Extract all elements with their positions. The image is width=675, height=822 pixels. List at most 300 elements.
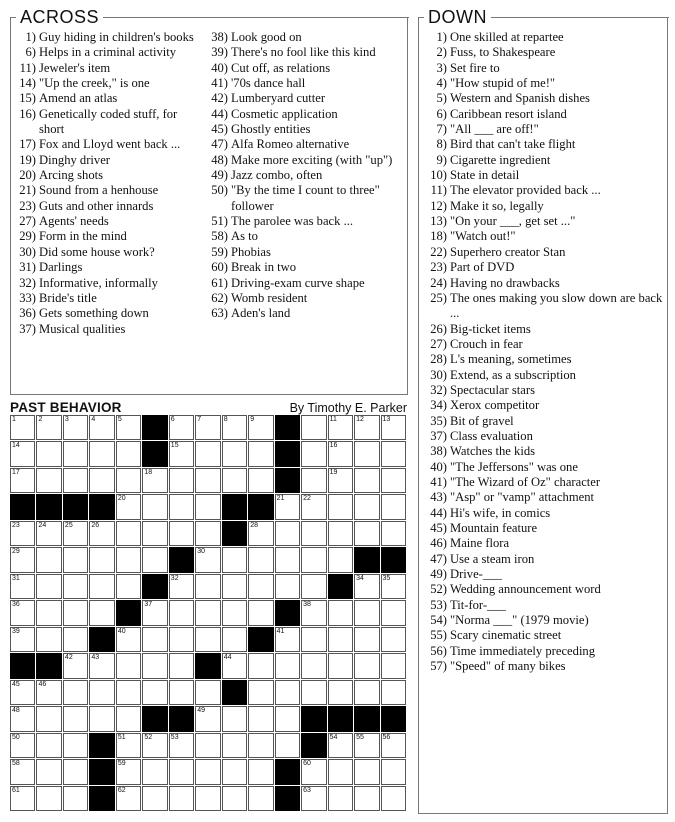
grid-cell[interactable] — [354, 786, 379, 811]
clue-item — [12, 91, 200, 106]
grid-cell[interactable] — [328, 759, 353, 784]
cell-number: 46 — [38, 680, 47, 688]
grid-cell[interactable] — [116, 680, 141, 705]
clue-number: 52) — [430, 582, 447, 597]
grid-cell[interactable] — [195, 680, 220, 705]
grid-cell[interactable] — [195, 600, 220, 625]
grid-cell[interactable] — [381, 627, 406, 652]
grid-block — [354, 547, 379, 572]
cell-number: 49 — [197, 707, 206, 715]
grid-cell[interactable] — [248, 653, 273, 678]
grid-cell[interactable] — [354, 574, 379, 599]
grid-cell[interactable] — [142, 494, 167, 519]
clue-text: Use a steam iron — [450, 551, 535, 566]
grid-cell[interactable] — [195, 574, 220, 599]
grid-cell[interactable] — [354, 759, 379, 784]
grid-cell[interactable] — [354, 733, 379, 758]
cell-number: 5 — [117, 416, 122, 423]
grid-cell[interactable] — [301, 521, 326, 546]
clue-text: Genetically coded stuff, for short — [39, 106, 178, 137]
clue-item — [423, 30, 663, 45]
grid-block — [169, 547, 194, 572]
grid-cell[interactable] — [222, 547, 247, 572]
grid-cell[interactable] — [63, 786, 88, 811]
grid-block — [169, 706, 194, 731]
grid-cell[interactable] — [116, 547, 141, 572]
clue-item — [12, 229, 200, 244]
grid-cell[interactable] — [10, 468, 35, 493]
cell-number: 48 — [12, 707, 20, 715]
grid-cell[interactable] — [328, 600, 353, 625]
grid-cell[interactable] — [89, 600, 114, 625]
grid-cell[interactable] — [354, 653, 379, 678]
grid-cell[interactable] — [89, 574, 114, 599]
across-clues-col2 — [204, 30, 402, 322]
clue-text: Lumberyard cutter — [231, 91, 326, 106]
grid-cell[interactable] — [89, 521, 114, 546]
clue-number: 18) — [430, 229, 447, 244]
grid-cell[interactable] — [63, 733, 88, 758]
grid-cell[interactable] — [10, 441, 35, 466]
grid-cell[interactable] — [116, 627, 141, 652]
grid-cell[interactable] — [354, 468, 379, 493]
grid-cell[interactable] — [328, 627, 353, 652]
clue-number: 43) — [430, 490, 447, 505]
grid-cell[interactable] — [328, 468, 353, 493]
grid-block — [301, 706, 326, 731]
grid-block — [142, 706, 167, 731]
grid-cell[interactable] — [116, 759, 141, 784]
clue-item — [423, 552, 663, 567]
clue-item — [204, 137, 402, 152]
grid-cell[interactable] — [301, 680, 326, 705]
grid-cell[interactable] — [195, 521, 220, 546]
grid-cell[interactable] — [116, 786, 141, 811]
grid-cell[interactable] — [248, 574, 273, 599]
cell-number: 16 — [329, 442, 338, 450]
grid-cell[interactable] — [301, 759, 326, 784]
grid-block — [328, 574, 353, 599]
grid-block — [381, 706, 406, 731]
clue-number: 38) — [430, 444, 447, 459]
grid-cell[interactable] — [63, 706, 88, 731]
grid-cell[interactable] — [381, 786, 406, 811]
cell-number: 22 — [303, 495, 311, 503]
cell-number: 30 — [197, 548, 206, 556]
grid-cell[interactable] — [328, 441, 353, 466]
clue-number: 51) — [211, 214, 228, 229]
clue-text: Amend an atlas — [39, 91, 118, 106]
grid-cell[interactable] — [354, 627, 379, 652]
grid-cell[interactable] — [222, 441, 247, 466]
grid-cell[interactable] — [36, 627, 61, 652]
grid-cell[interactable] — [169, 759, 194, 784]
cell-number: 7 — [197, 416, 202, 423]
grid-cell[interactable] — [142, 733, 167, 758]
grid-cell[interactable] — [275, 521, 300, 546]
grid-cell[interactable] — [275, 733, 300, 758]
grid-cell[interactable] — [63, 521, 88, 546]
grid-cell[interactable] — [169, 574, 194, 599]
clue-number: 30) — [430, 367, 447, 382]
grid-cell[interactable] — [63, 468, 88, 493]
grid-cell[interactable] — [195, 468, 220, 493]
grid-cell[interactable] — [89, 680, 114, 705]
clue-number: 25) — [430, 290, 447, 305]
clue-number: 23) — [430, 260, 447, 275]
grid-cell[interactable] — [36, 600, 61, 625]
grid-cell[interactable] — [36, 706, 61, 731]
grid-cell[interactable] — [248, 759, 273, 784]
grid-cell[interactable] — [63, 441, 88, 466]
grid-block — [195, 653, 220, 678]
clue-number: 5) — [436, 91, 447, 106]
grid-cell[interactable] — [89, 468, 114, 493]
clue-text: One skilled at repartee — [450, 30, 564, 44]
clue-item — [423, 61, 663, 76]
grid-cell[interactable] — [354, 494, 379, 519]
grid-cell[interactable] — [222, 653, 247, 678]
cell-number: 37 — [144, 601, 153, 609]
cell-number: 11 — [329, 416, 337, 423]
clue-item — [204, 291, 402, 306]
grid-cell[interactable] — [222, 706, 247, 731]
grid-cell[interactable] — [63, 415, 88, 440]
grid-cell[interactable] — [142, 468, 167, 493]
grid-cell[interactable] — [89, 547, 114, 572]
clue-number: 59) — [211, 244, 228, 259]
grid-cell[interactable] — [10, 627, 35, 652]
grid-cell[interactable] — [195, 627, 220, 652]
clue-text: Scary cinematic street — [450, 628, 562, 643]
grid-cell[interactable] — [381, 415, 406, 440]
clue-item — [204, 229, 402, 244]
grid-cell[interactable] — [354, 441, 379, 466]
grid-cell[interactable] — [381, 494, 406, 519]
grid-cell[interactable] — [301, 653, 326, 678]
grid-cell[interactable] — [328, 521, 353, 546]
grid-cell[interactable] — [328, 653, 353, 678]
cell-number: 58 — [12, 760, 20, 768]
grid-cell[interactable] — [381, 468, 406, 493]
grid-cell[interactable] — [248, 733, 273, 758]
clue-text: "The Jeffersons" was one — [450, 459, 578, 474]
grid-cell[interactable] — [248, 547, 273, 572]
clue-number: 54) — [430, 613, 447, 628]
grid-cell[interactable] — [89, 706, 114, 731]
grid-cell[interactable] — [248, 521, 273, 546]
grid-cell[interactable] — [381, 759, 406, 784]
grid-cell[interactable] — [63, 759, 88, 784]
cell-number: 17 — [12, 468, 20, 476]
grid-block — [89, 759, 114, 784]
grid-cell[interactable] — [275, 706, 300, 731]
grid-cell[interactable] — [354, 521, 379, 546]
grid-cell[interactable] — [169, 680, 194, 705]
grid-cell[interactable] — [354, 680, 379, 705]
grid-cell[interactable] — [275, 653, 300, 678]
clue-item — [12, 260, 200, 275]
clue-item — [423, 137, 663, 152]
grid-cell[interactable] — [142, 759, 167, 784]
grid-block — [10, 494, 35, 519]
grid-cell[interactable] — [195, 786, 220, 811]
grid-cell[interactable] — [10, 521, 35, 546]
grid-cell[interactable] — [63, 547, 88, 572]
grid-cell[interactable] — [248, 415, 273, 440]
clue-text: "The Wizard of Oz" character — [450, 474, 601, 489]
grid-cell[interactable] — [354, 415, 379, 440]
cell-number: 40 — [117, 627, 126, 635]
grid-cell[interactable] — [169, 786, 194, 811]
clue-text: Having no drawbacks — [450, 275, 560, 290]
grid-cell[interactable] — [169, 627, 194, 652]
grid-cell[interactable] — [195, 547, 220, 572]
clue-number: 41) — [430, 474, 447, 489]
grid-cell[interactable] — [222, 627, 247, 652]
cell-number: 62 — [117, 786, 126, 794]
clue-item — [204, 61, 402, 76]
grid-cell[interactable] — [116, 521, 141, 546]
grid-cell[interactable] — [381, 600, 406, 625]
grid-cell[interactable] — [142, 547, 167, 572]
grid-cell[interactable] — [142, 653, 167, 678]
clue-number: 30) — [19, 244, 36, 259]
grid-cell[interactable] — [10, 415, 35, 440]
cell-number: 55 — [356, 733, 364, 741]
grid-cell[interactable] — [381, 574, 406, 599]
clue-item — [204, 245, 402, 260]
grid-cell[interactable] — [142, 786, 167, 811]
grid-cell[interactable] — [169, 733, 194, 758]
grid-cell[interactable] — [222, 733, 247, 758]
grid-cell[interactable] — [116, 706, 141, 731]
grid-cell[interactable] — [195, 494, 220, 519]
grid-cell[interactable] — [10, 680, 35, 705]
grid-cell[interactable] — [142, 680, 167, 705]
clue-number: 9) — [436, 152, 447, 167]
grid-cell[interactable] — [195, 415, 220, 440]
grid-cell[interactable] — [301, 441, 326, 466]
clue-text: Ghostly entities — [231, 122, 311, 137]
grid-cell[interactable] — [328, 494, 353, 519]
clue-text: Hi's wife, in comics — [450, 505, 551, 520]
grid-cell[interactable] — [142, 627, 167, 652]
grid-cell[interactable] — [116, 574, 141, 599]
grid-cell[interactable] — [116, 494, 141, 519]
cell-number: 56 — [382, 733, 391, 741]
grid-cell[interactable] — [195, 759, 220, 784]
grid-block — [36, 494, 61, 519]
grid-cell[interactable] — [222, 759, 247, 784]
cell-number: 26 — [91, 521, 100, 529]
grid-cell[interactable] — [275, 494, 300, 519]
grid-cell[interactable] — [36, 759, 61, 784]
grid-cell[interactable] — [222, 600, 247, 625]
clue-item — [423, 229, 663, 244]
grid-cell[interactable] — [248, 441, 273, 466]
grid-cell[interactable] — [36, 733, 61, 758]
grid-cell[interactable] — [381, 653, 406, 678]
grid-cell[interactable] — [328, 680, 353, 705]
clue-number: 62) — [211, 290, 228, 305]
clue-number: 13) — [430, 214, 447, 229]
grid-block — [89, 733, 114, 758]
clue-item — [423, 644, 663, 659]
grid-cell[interactable] — [381, 680, 406, 705]
grid-cell[interactable] — [169, 415, 194, 440]
grid-cell[interactable] — [10, 759, 35, 784]
clue-text: Tit-for-___ — [450, 597, 506, 612]
cell-number: 34 — [356, 574, 364, 582]
grid-cell[interactable] — [169, 494, 194, 519]
grid-cell[interactable] — [169, 468, 194, 493]
clue-number: 11) — [430, 183, 447, 198]
clue-text: The elevator provided back ... — [450, 183, 601, 198]
grid-cell[interactable] — [36, 441, 61, 466]
grid-cell[interactable] — [195, 441, 220, 466]
grid-cell[interactable] — [301, 415, 326, 440]
clue-item — [423, 260, 663, 275]
grid-cell[interactable] — [10, 706, 35, 731]
grid-cell[interactable] — [275, 627, 300, 652]
clue-text: "How stupid of me!" — [450, 76, 556, 91]
cell-number: 21 — [276, 495, 285, 503]
grid-cell[interactable] — [36, 547, 61, 572]
grid-cell[interactable] — [301, 547, 326, 572]
grid-cell[interactable] — [195, 733, 220, 758]
clue-text: Time immediately preceding — [450, 643, 596, 658]
grid-cell[interactable] — [222, 415, 247, 440]
clue-text: Fox and Lloyd went back ... — [39, 137, 181, 152]
grid-block — [275, 415, 300, 440]
grid-cell[interactable] — [248, 706, 273, 731]
grid-cell[interactable] — [169, 653, 194, 678]
clue-text: "Speed" of many bikes — [450, 659, 566, 674]
grid-cell[interactable] — [381, 441, 406, 466]
grid-block — [142, 574, 167, 599]
clue-text: Jeweler's item — [39, 60, 111, 75]
grid-cell[interactable] — [10, 600, 35, 625]
grid-cell[interactable] — [169, 600, 194, 625]
grid-cell[interactable] — [301, 494, 326, 519]
clue-text: Fuss, to Shakespeare — [450, 45, 556, 60]
grid-cell[interactable] — [116, 733, 141, 758]
clue-number: 36) — [19, 306, 36, 321]
grid-cell[interactable] — [63, 574, 88, 599]
grid-cell[interactable] — [116, 653, 141, 678]
grid-cell[interactable] — [381, 521, 406, 546]
grid-cell[interactable] — [10, 574, 35, 599]
clue-number: 63) — [211, 306, 228, 321]
grid-cell[interactable] — [36, 521, 61, 546]
clue-item — [423, 429, 663, 444]
clue-item — [423, 567, 663, 582]
grid-cell[interactable] — [63, 680, 88, 705]
grid-cell[interactable] — [275, 574, 300, 599]
grid-cell[interactable] — [301, 627, 326, 652]
clue-item — [204, 260, 402, 275]
grid-block — [222, 494, 247, 519]
grid-cell[interactable] — [10, 786, 35, 811]
clue-text: Agents' needs — [39, 214, 109, 229]
grid-cell[interactable] — [169, 521, 194, 546]
clue-number: 40) — [211, 60, 228, 75]
grid-cell[interactable] — [381, 733, 406, 758]
clue-number: 3) — [436, 60, 447, 75]
grid-cell[interactable] — [36, 680, 61, 705]
grid-block — [89, 494, 114, 519]
grid-cell[interactable] — [301, 468, 326, 493]
clue-text: Gets something down — [39, 306, 149, 321]
clue-text: Jazz combo, often — [231, 168, 323, 183]
grid-cell[interactable] — [328, 547, 353, 572]
grid-cell[interactable] — [301, 574, 326, 599]
clue-item — [423, 337, 663, 352]
grid-cell[interactable] — [275, 680, 300, 705]
grid-cell[interactable] — [63, 600, 88, 625]
cell-number: 61 — [12, 786, 20, 794]
clue-text: Western and Spanish dishes — [450, 91, 590, 106]
grid-cell[interactable] — [169, 441, 194, 466]
grid-cell[interactable] — [248, 468, 273, 493]
grid-cell[interactable] — [89, 441, 114, 466]
grid-cell[interactable] — [36, 415, 61, 440]
clue-number: 50) — [211, 183, 228, 198]
grid-cell[interactable] — [63, 627, 88, 652]
grid-cell[interactable] — [248, 600, 273, 625]
grid-cell[interactable] — [328, 733, 353, 758]
grid-block — [328, 706, 353, 731]
grid-cell[interactable] — [222, 574, 247, 599]
grid-cell[interactable] — [248, 680, 273, 705]
grid-cell[interactable] — [142, 521, 167, 546]
clue-number: 49) — [430, 567, 447, 582]
grid-cell[interactable] — [36, 786, 61, 811]
grid-cell[interactable] — [328, 415, 353, 440]
grid-cell[interactable] — [63, 653, 88, 678]
grid-cell[interactable] — [116, 468, 141, 493]
grid-cell[interactable] — [89, 415, 114, 440]
grid-cell[interactable] — [222, 786, 247, 811]
cell-number: 43 — [91, 654, 100, 662]
clue-text: Musical qualities — [39, 321, 126, 336]
grid-cell[interactable] — [328, 786, 353, 811]
clue-text: "Norma ___" (1979 movie) — [450, 613, 589, 628]
grid-cell[interactable] — [10, 547, 35, 572]
grid-cell[interactable] — [195, 706, 220, 731]
grid-cell[interactable] — [248, 786, 273, 811]
clue-text: Spectacular stars — [450, 382, 535, 397]
grid-cell[interactable] — [36, 574, 61, 599]
cell-number: 14 — [12, 442, 20, 450]
grid-cell[interactable] — [275, 547, 300, 572]
cell-number: 32 — [170, 574, 179, 582]
grid-cell[interactable] — [301, 600, 326, 625]
grid-cell[interactable] — [222, 468, 247, 493]
grid-cell[interactable] — [354, 600, 379, 625]
clue-item — [204, 306, 402, 321]
grid-cell[interactable] — [10, 733, 35, 758]
grid-cell[interactable] — [36, 468, 61, 493]
grid-cell[interactable] — [142, 600, 167, 625]
clue-number: 14) — [19, 76, 36, 91]
grid-cell[interactable] — [116, 441, 141, 466]
grid-cell[interactable] — [89, 653, 114, 678]
grid-cell[interactable] — [116, 415, 141, 440]
grid-cell[interactable] — [301, 786, 326, 811]
clue-number: 31) — [19, 260, 36, 275]
